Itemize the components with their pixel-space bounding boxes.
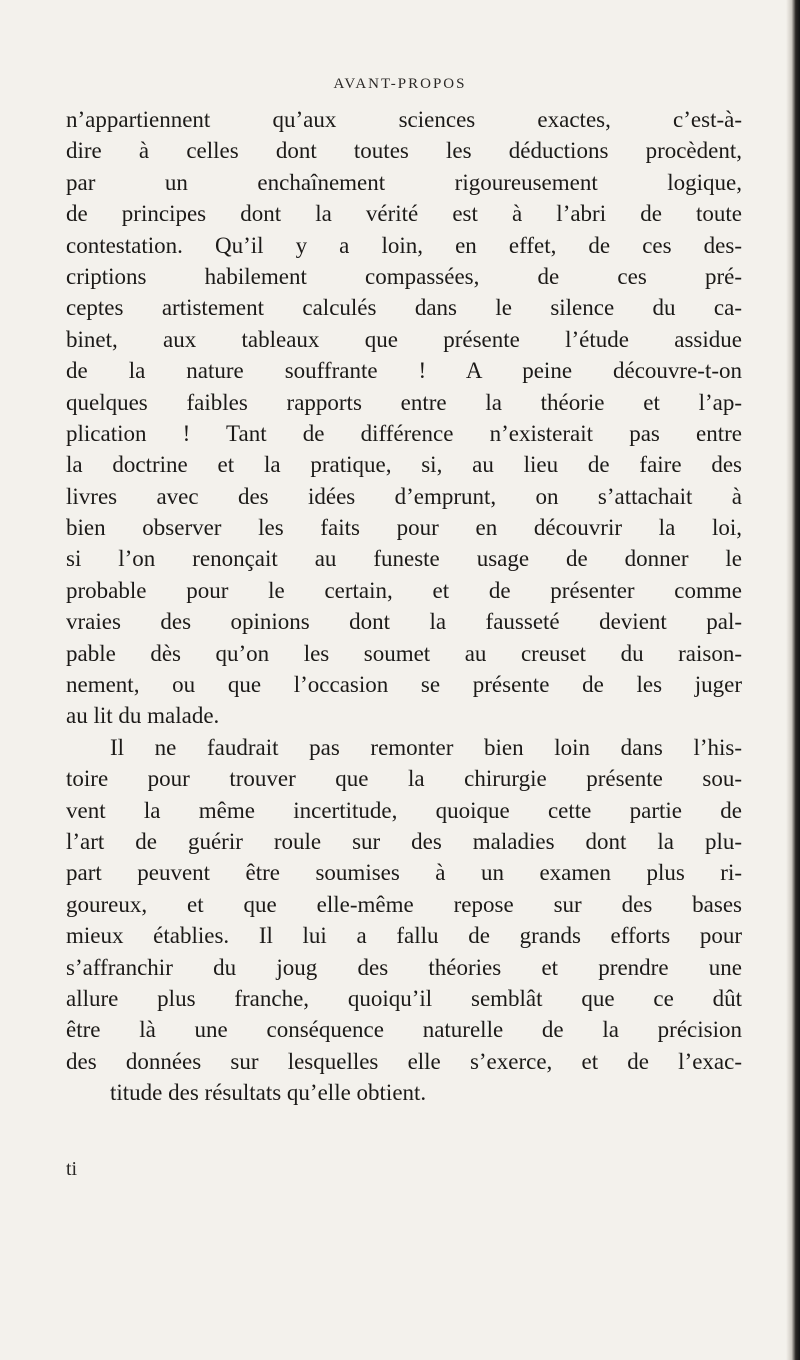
text-line-paragraph-start: Il ne faudrait pas remonter bien loin dans l’his-: [110, 734, 742, 760]
text-line: livres avec des idées d’emprunt, on s’attachait à: [66, 483, 742, 509]
text-line: mieux établies. Il lui a fallu de grands efforts pour: [66, 923, 742, 949]
text-line: part peuvent être soumises à un examen plus ri-: [66, 860, 742, 886]
text-line: l’art de guérir roule sur des maladies dont la plu-: [66, 828, 742, 854]
text-line: vraies des opinions dont la fausseté devient pal-: [66, 609, 742, 635]
text-line: si l’on renonçait au funeste usage de donner le: [66, 546, 742, 572]
text-line: par un enchaînement rigoureusement logique,: [66, 169, 742, 195]
body-text: [66, 104, 742, 1109]
text-line: nement, ou que l’occasion se présente de les juger: [66, 672, 742, 698]
text-line: la doctrine et la pratique, si, au lieu de faire des: [66, 452, 742, 478]
text-line: dire à celles dont toutes les déductions procèdent,: [66, 138, 742, 164]
page-edge: [786, 0, 800, 1360]
signature-mark: ti: [66, 1158, 78, 1180]
text-line: criptions habilement compassées, de ces pré-: [66, 263, 742, 289]
text-line: s’affranchir du joug des théories et prendre une: [66, 954, 742, 980]
text-line: plication ! Tant de différence n’existerait pas entre: [66, 420, 742, 446]
text-line: vent la même incertitude, quoique cette partie de: [66, 797, 742, 823]
text-line: de la nature souffrante ! A peine découvre-t-on: [66, 358, 742, 384]
text-line: allure plus franche, quoiqu’il semblât que ce dût: [66, 985, 742, 1011]
text-line: ceptes artistement calculés dans le silence du ca-: [66, 295, 742, 321]
text-line: être là une conséquence naturelle de la précision: [66, 1017, 742, 1043]
text-line: quelques faibles rapports entre la théorie et l’ap-: [66, 389, 742, 415]
text-line: contestation. Qu’il y a loin, en effet, de ces des-: [66, 232, 742, 258]
text-line: de principes dont la vérité est à l’abri de toute: [66, 201, 742, 227]
text-line: bien observer les faits pour en découvrir la loi,: [66, 515, 742, 541]
text-line: toire pour trouver que la chirurgie présente sou-: [66, 766, 742, 792]
text-line-paragraph-end: au lit du malade.: [66, 703, 220, 729]
text-line: probable pour le certain, et de présenter comme: [66, 577, 742, 603]
running-header: AVANT-PROPOS: [333, 76, 467, 92]
text-line: n’appartiennent qu’aux sciences exactes, c’est-à-: [66, 107, 742, 132]
text-line-paragraph-end: titude des résultats qu’elle obtient.: [110, 1080, 427, 1106]
text-line: goureux, et que elle-même repose sur des bases: [66, 891, 742, 917]
text-line: pable dès qu’on les soumet au creuset du raison-: [66, 640, 742, 666]
text-line: des données sur lesquelles elle s’exerce, et de l’exac-: [66, 1048, 742, 1074]
text-line: binet, aux tableaux que présente l’étude assidue: [66, 326, 742, 352]
